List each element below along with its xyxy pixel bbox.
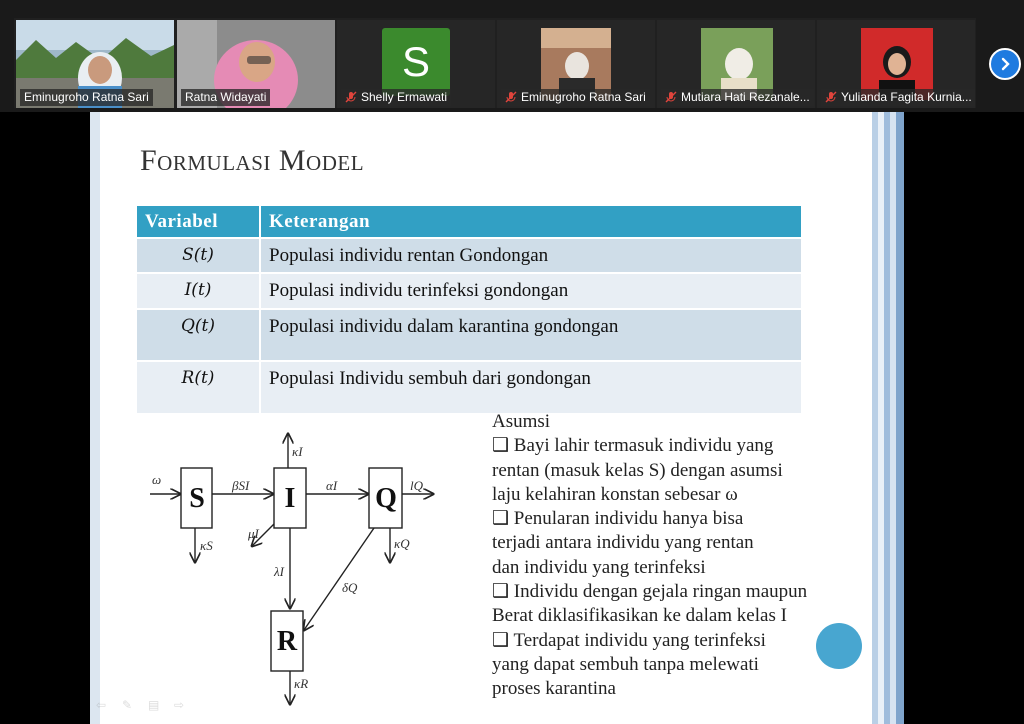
participant-name: Yulianda Fagita Kurnia... [821,89,975,106]
laser-pointer-indicator [816,623,862,669]
assumption-line: ❑ Individu dengan gejala ringan maupun [492,581,808,603]
table-header-variable: Variabel [137,206,260,238]
participant-tile[interactable] [817,20,975,108]
label-lambda-i: λI [274,564,284,579]
assumption-line: laju kelahiran konstan sebesar ω [492,483,738,505]
slide-toolbar [96,698,190,714]
assumption-line: ❑ Terdapat individu yang terinfeksi [492,629,766,651]
label-omega: ω [152,472,162,487]
assumption-line: yang dapat sembuh tanpa melewati [492,653,759,675]
label-kappa-q: κQ [394,536,410,551]
node-i: I [284,483,296,514]
chevron-right-icon [998,57,1012,71]
participant-name: Eminugroho Ratna Sari [20,89,153,106]
assumptions-heading: Asumsi [492,411,551,432]
next-slide-icon[interactable]: ⇨ [174,698,185,712]
participant-tile[interactable] [337,20,495,108]
table-cell-desc: Populasi individu terinfeksi gondongan [260,273,802,309]
slide-left-border [90,112,100,724]
assumption-line: ❑ Bayi lahir termasuk individu yang [492,435,774,457]
next-page-button[interactable] [989,48,1021,80]
compartment-diagram [140,428,450,712]
table-cell-desc: Populasi individu rentan Gondongan [260,238,802,273]
participant-name: Ratna Widayati [181,89,270,106]
node-q: Q [375,483,397,514]
table-header-description: Keterangan [260,206,802,238]
node-s: S [189,483,205,514]
table-cell-var: S(t) [137,238,260,273]
participant-name: Eminugroho Ratna Sari [501,89,650,106]
variables-table [137,206,803,413]
participant-tile[interactable] [497,20,655,108]
label-alpha-i: αI [326,478,338,493]
label-mu-i: μI [248,526,259,541]
avatar: S [382,28,450,96]
table-cell-var: I(t) [137,273,260,309]
label-kappa-r: κR [294,676,309,691]
label-kappa-i: κI [292,444,303,459]
table-cell-desc: Populasi Individu sembuh dari gondongan [260,361,802,413]
participant-name: Shelly Ermawati [341,89,451,106]
mic-off-icon [825,91,837,103]
label-kappa-s: κS [200,538,213,553]
node-r: R [276,626,298,657]
mic-off-icon [665,91,677,103]
slide-title: Formulasi Model [140,144,365,177]
label-beta-si: βSI [232,478,250,493]
assumption-line: proses karantina [492,678,616,700]
participant-name: Mutiara Hati Rezanale... [661,89,814,106]
assumption-line: dan individu yang terinfeksi [492,556,706,578]
table-cell-var: Q(t) [137,309,260,361]
assumption-line: rentan (masuk kelas S) dengan asumsi [492,459,783,481]
table-cell-desc: Populasi individu dalam karantina gondongan [260,309,802,361]
mic-off-icon [505,91,517,103]
assumption-line: Berat diklasifikasikan ke dalam kelas I [492,605,787,627]
mic-off-icon [345,91,357,103]
participant-tile[interactable] [16,20,174,108]
assumption-line: terjadi antara individu yang rentan [492,532,754,554]
table-row [137,309,802,361]
previous-slide-icon[interactable]: ⇦ [96,698,107,712]
table-row [137,273,802,309]
table-row [137,361,802,413]
pen-icon[interactable]: ✎ [122,698,133,712]
label-lq: lQ [410,478,423,493]
participant-tile-active[interactable] [177,20,335,108]
participant-tile[interactable] [657,20,815,108]
menu-icon[interactable]: ▤ [148,698,160,712]
table-row [137,238,802,273]
assumption-line: ❑ Penularan individu hanya bisa [492,508,744,530]
table-cell-var: R(t) [137,361,260,413]
label-delta-q: δQ [342,580,358,595]
